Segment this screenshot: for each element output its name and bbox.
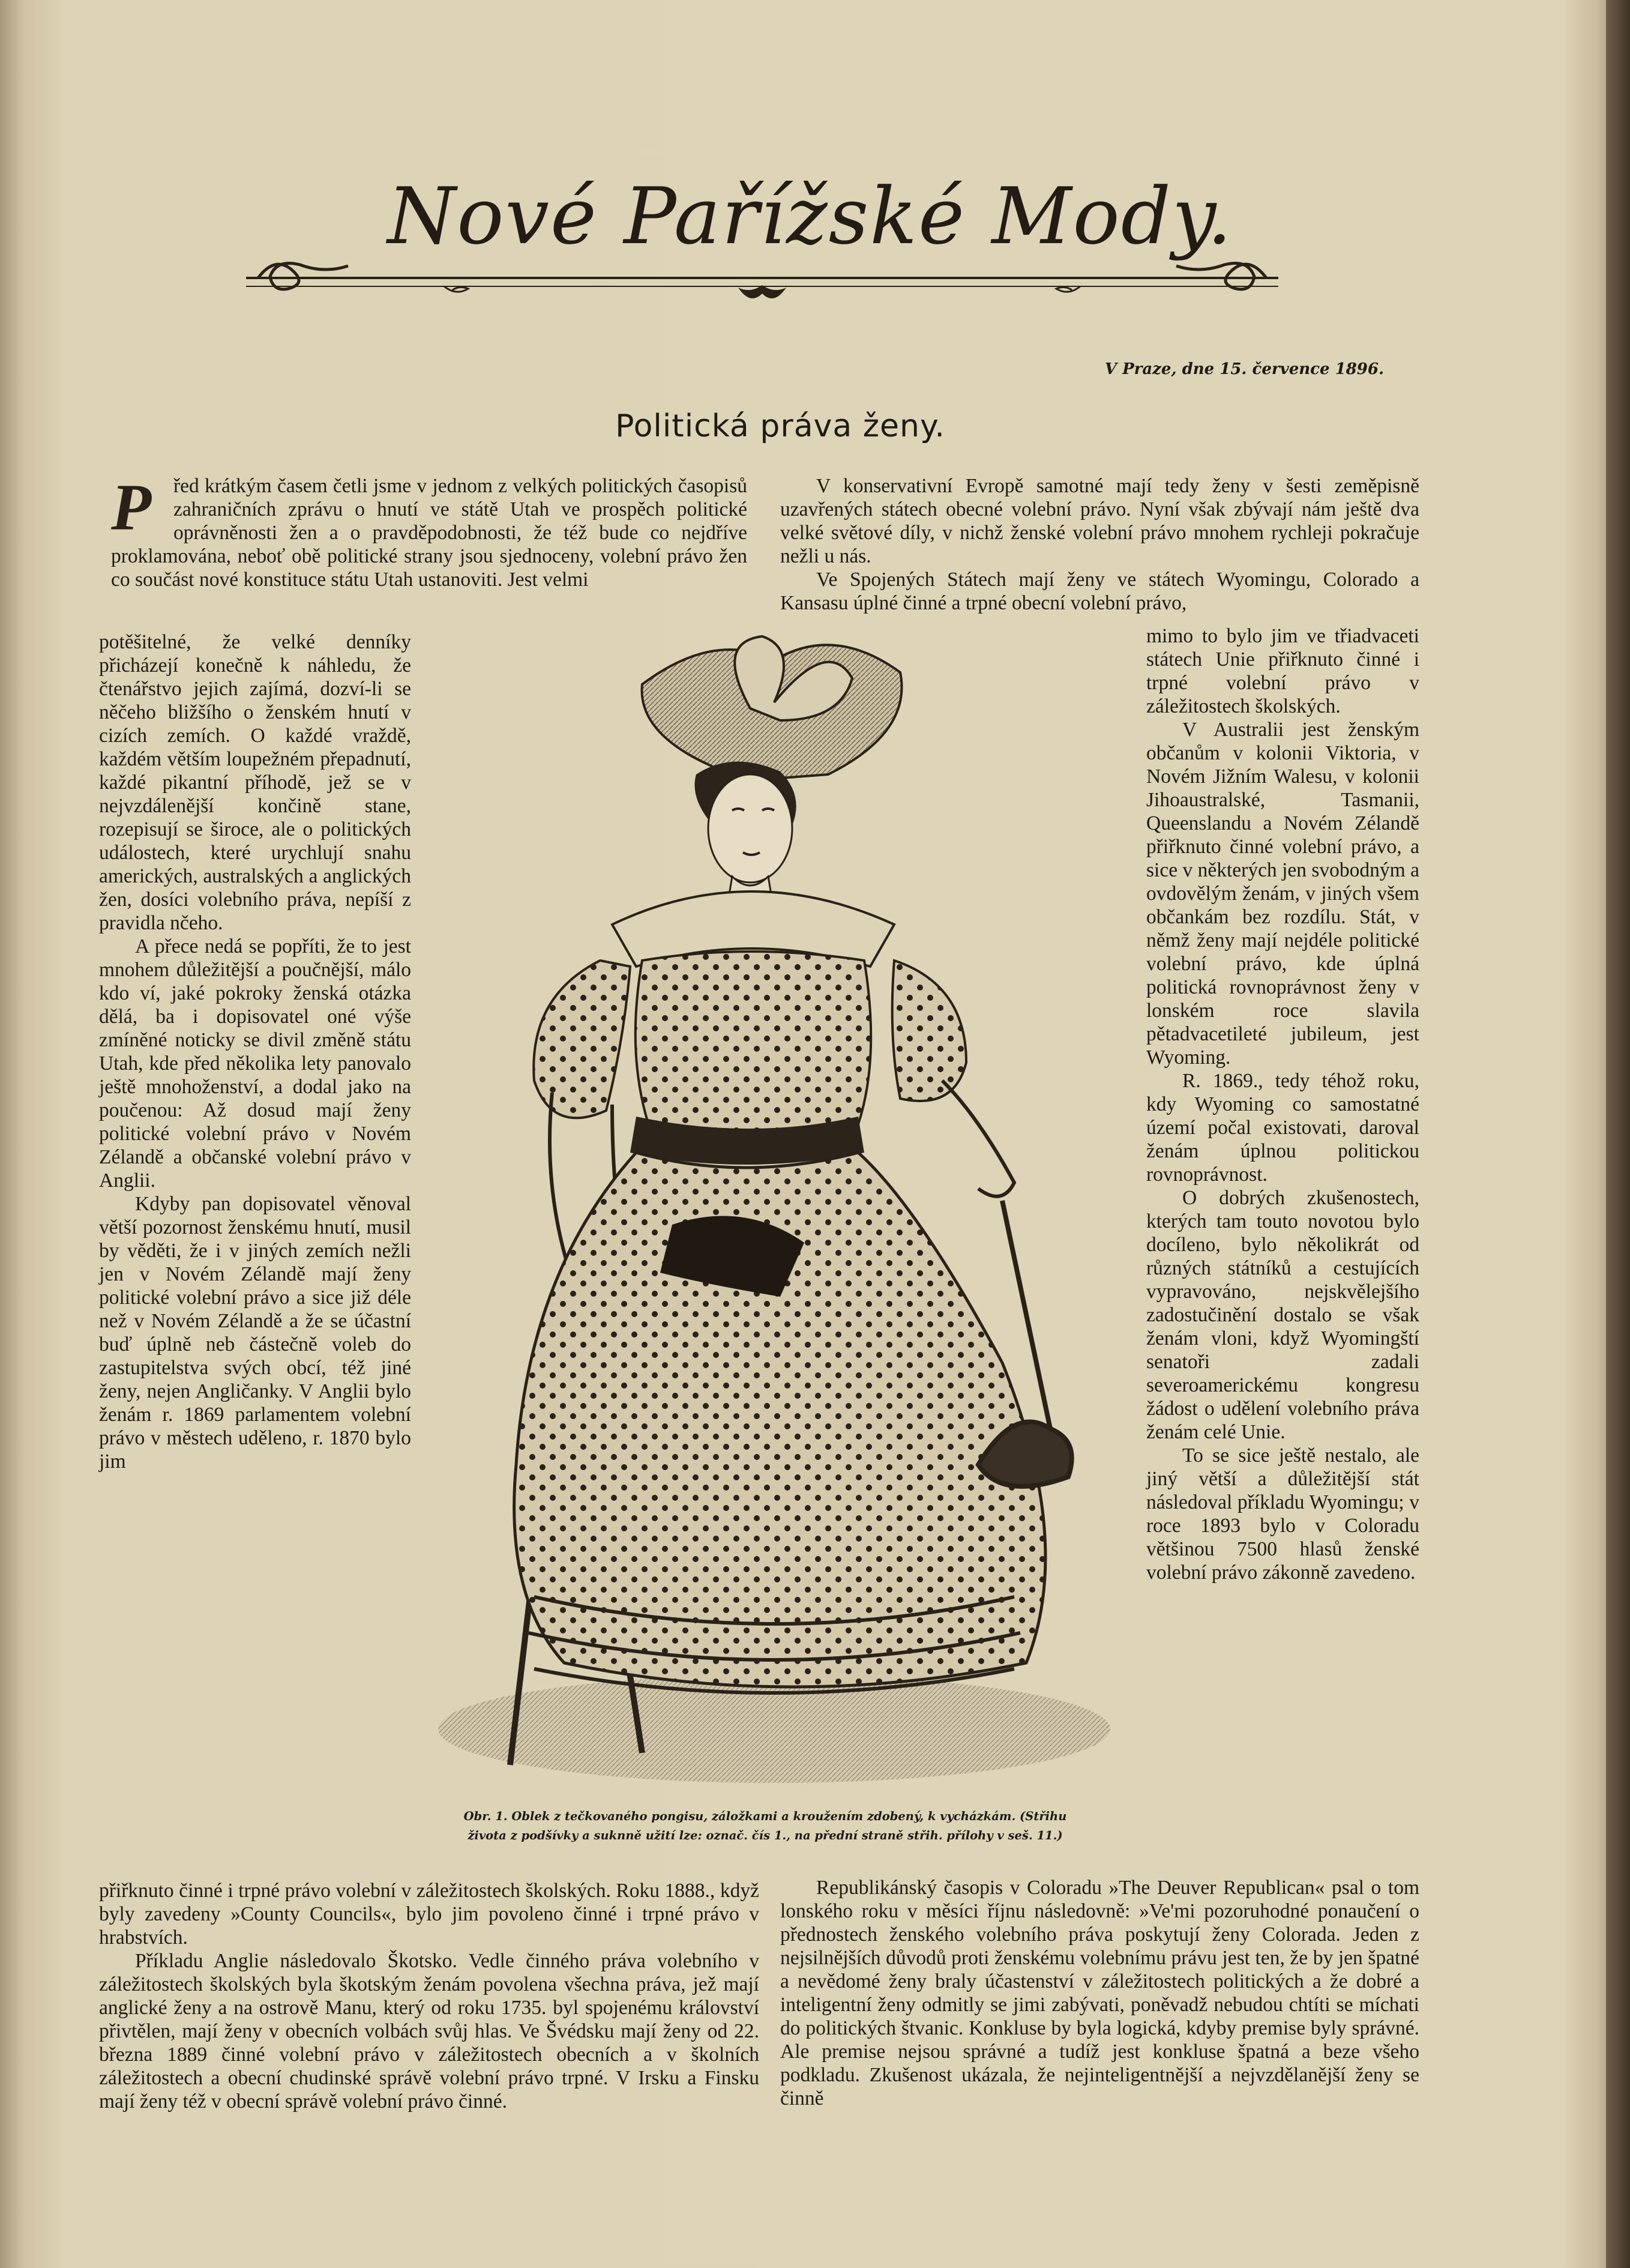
caption-line: Obr. 1. Oblek z tečkovaného pongisu, záložkami a kroužením zdobený, k vycházkám. (Střihu bbox=[463, 1809, 1067, 1823]
right-column bbox=[1146, 624, 1419, 1873]
bottom-right-column bbox=[780, 1876, 1419, 2176]
bottom-left-column bbox=[99, 1879, 759, 2167]
article-title: Politická práva ženy. bbox=[615, 408, 945, 444]
right-column-top bbox=[780, 474, 1419, 630]
paragraph: Kdyby pan dopisovatel věnoval větší pozornost ženskému hnutí, musil by věděti, že i v jiných zemích nežli jen v Novém Zélandě mají ženy politické volební právo a sice již déle než v Novém Zélandě a že se účastní buď úplně neb částečně voleb do zastupitelstva svých obcí, též jiné ženy, nejen Angličanky. V Anglii bylo ženám r. 1869 parlamentem volební právo v městech uděleno, r. 1870 bylo jim bbox=[99, 1193, 411, 1473]
drop-cap: P bbox=[111, 471, 152, 544]
book-spine bbox=[1606, 0, 1630, 2268]
magazine-masthead: Nové Pařížské Mody. bbox=[387, 170, 1233, 262]
paragraph: R. 1869., tedy téhož roku, kdy Wyoming co samostatné území počal existovati, daroval ženám úplnou politickou rovnoprávnost. bbox=[1146, 1070, 1419, 1186]
paragraph: Ve Spojených Státech mají ženy ve státech Wyomingu, Colorado a Kansasu úplné činné a trpné obecní volební právo, bbox=[780, 569, 1419, 614]
left-column bbox=[99, 630, 411, 1879]
paragraph: O dobrých zkušenostech, kterých tam touto novotou bylo docíleno, bylo několikrát od různých státníků a cestujících vypravováno, nejskvělejšího zadostučinění dostalo se však ženám vloni, když Wyomingští senatoři zadali severoamerickému kongresu žádost o udělení volebního práva ženám celé Unie. bbox=[1146, 1187, 1419, 1443]
paragraph: A přece nedá se popříti, že to jest mnohem důležitější a poučnější, málo kdo ví, jaké pokroky ženská otázka dělá, ba i dopisovatel oné výše zmíněné noticky se divil změně státu Utah, kde před několika lety panovalo ještě mnohoženství, a dodal jako na poučenou: Až dosud mají ženy politické volební právo v Novém Zélandě a občanské volební právo v Anglii. bbox=[99, 935, 411, 1192]
paragraph: To se sice ještě nestalo, ale jiný větší a důležitější stát následoval příkladu Wyomingu; v roce 1893 bylo v Coloradu většinou 7500 hlasů ženské volební právo zákonně zavedeno. bbox=[1146, 1444, 1419, 1584]
paragraph: V konservativní Evropě samotné mají tedy ženy v šesti zeměpisně uzavřených státech obecné volební právo. Nyní však zbývají nám ještě dva velké světové díly, v nichž ženské volební právo mnohem rychleji pokračuje nežli u nás. bbox=[780, 475, 1419, 567]
intro-paragraph: řed krátkým časem četli jsme v jednom z velkých politických časopisů zahraničních zprávu o hnutí ve státě Utah ve prospěch politické oprávněnosti žen a o pravděpodobnosti, že též bude co nejdříve proklamována, neboť obě politické strany jsou sjednoceny, volební právo žen co součást nové konstituce státu Utah ustanoviti. Jest velmi bbox=[111, 475, 747, 591]
paragraph: Příkladu Anglie následovalo Škotsko. Vedle činného práva volebního v záležitostech školských byla škotským ženám povolena všechna práva, jež mají anglické ženy a na ostrově Manu, který od roku 1735. byl spojenému království přivtělen, mají ženy v obecních volbách svůj hlas. Ve Švédsku mají ženy od 22. března 1889 činné volební právo v záležitostech obecních a v školních záležitostech a obecní chudinské správě volební právo trpné. V Irsku a Finsku mají ženy též v obecní správě volební právo činné. bbox=[99, 1950, 759, 2113]
article-intro bbox=[111, 471, 747, 624]
dateline: V Praze, dne 15. července 1896. bbox=[1104, 360, 1384, 378]
paragraph: přiřknuto činné i trpné právo volební v záležitostech školských. Roku 1888., když byly zavedeny »County Councils«, bylo jim povoleno činné i trpné právo v hrabstvích. bbox=[99, 1880, 759, 1949]
caption-line: života z podšívky a suknně užití lze: označ. čís 1., na přední straně střih. přílohy v seš. 11.) bbox=[468, 1829, 1063, 1842]
paragraph: Republikánský časopis v Coloradu »The Deuver Republican« psal o tom lonského roku v měsíci říjnu následovně: »Ve'mi pozoruhodné ponaučení o přednostech ženského volebního práva poskytují ženy Colorada. Jeden z nejsilnějších důvodů proti ženskému volebnímu právu jest ten, že by jen špatné a nevědomé ženy braly účastenství v záležitostech politických a že dobré a inteligentní ženy odmitly se jimi zabývati, poněvadž nebudou chtíti se míchati do politických štvanic. Konkluse by byla logická, kdyby premise byly správné. Ale premise nejsou správné a tudíž jest konkluse špatná a beze všeho podkladu. Zkušenost ukázala, že nejinteligentnější a nejvzdělanější ženy se činně bbox=[780, 1877, 1419, 2110]
paragraph: mimo to bylo jim ve třiadvaceti státech Unie přiřknuto činné i trpné volební právo v záležitostech školských. bbox=[1146, 625, 1419, 717]
masthead-ornament bbox=[246, 249, 1278, 315]
fashion-illustration bbox=[414, 624, 1140, 1801]
paragraph: V Australii jest ženským občanům v kolonii Viktoria, v Novém Jižním Walesu, v kolonii Jihoaustralské, Tasmanii, Queenslandu a Novém Zélandě přiřknuto činné volební právo, a sice v některých jen svobodným a ovdovělým ženám, v jiných všem občankám bez rozdílu. Stát, v němž ženy mají nejdéle politické volební právo, kde úplná politická rovnoprávnost ženy v lonském roce slavila pětadvacetileté jubileum, jest Wyoming. bbox=[1146, 719, 1419, 1069]
paragraph: potěšitelné, že velké denníky přicházejí konečně k náhledu, že čtenářstvo jejich zajímá, dozví-li se něčeho bližšího o ženském hnutí v cizích zemích. O každé vraždě, každém větším loupežném přepadnutí, každé pikantní příhodě, jež se v nejvzdálenější končině stane, rozepisují se široce, ale o politických událostech, které urychlují snahu amerických, australských a anglických žen, dosíci volebního práva, nepíší z pravidla nčeho. bbox=[99, 631, 411, 934]
figure-caption bbox=[390, 1807, 1140, 1849]
